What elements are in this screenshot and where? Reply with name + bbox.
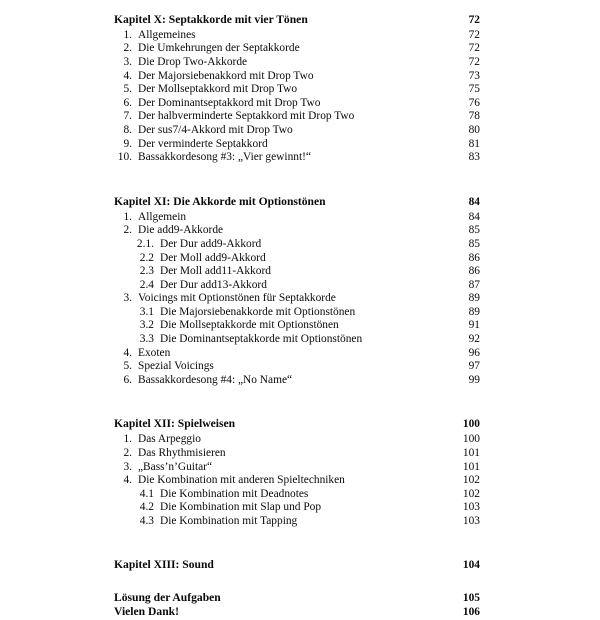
toc-entry[interactable]	[114, 97, 480, 111]
entry-page: 104	[462, 559, 480, 572]
entry-label: Die Kombination mit Deadnotes	[160, 487, 309, 500]
entry-label: Der Mollseptakkord mit Drop Two	[138, 83, 298, 96]
entry-label: Der Dominantseptakkord mit Drop Two	[138, 96, 321, 109]
entry-number: 7.	[123, 110, 132, 123]
entry-label: Der Dur add9-Akkord	[160, 237, 262, 250]
entry-label: Die Drop Two-Akkorde	[138, 56, 248, 69]
entry-number: 4.1	[139, 487, 154, 500]
entry-page: 105	[462, 591, 480, 604]
entry-label: Die Kombination mit anderen Spieltechniken	[138, 474, 345, 487]
entry-page: 80	[468, 124, 480, 137]
entry-label: Die Dominantseptakkorde mit Optionstönen	[160, 333, 363, 346]
toc-entry[interactable]	[114, 252, 480, 266]
toc-entry[interactable]	[114, 29, 480, 43]
toc-entry[interactable]	[114, 488, 480, 502]
toc-entry[interactable]	[114, 238, 480, 252]
entry-page: 86	[468, 265, 480, 278]
entry-label: Bassakkordesong #3: „Vier gewinnt!“	[138, 151, 311, 164]
toc-entry[interactable]	[114, 306, 480, 320]
entry-number: 6.	[123, 373, 132, 386]
entry-page: 86	[468, 251, 480, 264]
chapter-heading-page: 84	[468, 195, 480, 208]
entry-label: Der sus7/4-Akkord mit Drop Two	[138, 124, 293, 137]
entry-page: 89	[468, 305, 480, 318]
toc-entry-loesung-der-aufgaben[interactable]	[114, 591, 480, 605]
toc-entry[interactable]	[114, 265, 480, 279]
entry-label: Der Dur add13-Akkord	[160, 278, 267, 291]
toc-entry[interactable]	[114, 347, 480, 361]
table-of-contents	[114, 13, 480, 620]
entry-number: 2.2	[139, 251, 154, 264]
entry-label: Lösung der Aufgaben	[114, 590, 221, 604]
entry-number: 2.	[123, 224, 132, 237]
entry-page: 96	[468, 346, 480, 359]
entry-number: 3.	[123, 292, 132, 305]
entry-page: 101	[462, 446, 480, 459]
toc-entry[interactable]	[114, 374, 480, 388]
entry-label: Voicings mit Optionstönen für Septakkorde	[138, 292, 336, 305]
toc-entry[interactable]	[114, 70, 480, 84]
entry-page: 84	[468, 210, 480, 223]
entry-label: Die Mollseptakkorde mit Optionstönen	[160, 319, 339, 332]
entry-number: 5.	[123, 83, 132, 96]
entry-label: Die add9-Akkorde	[138, 224, 224, 237]
entry-page: 100	[462, 433, 480, 446]
toc-entry[interactable]	[114, 501, 480, 515]
entry-number: 6.	[123, 96, 132, 109]
entry-page: 78	[468, 110, 480, 123]
chapter-heading-row[interactable]	[114, 195, 480, 209]
entry-number: 3.2	[139, 319, 154, 332]
entry-label: Bassakkordesong #4: „No Name“	[138, 373, 293, 386]
entry-page: 103	[462, 501, 480, 514]
entry-page: 72	[468, 28, 480, 41]
entry-number: 5.	[123, 360, 132, 373]
toc-entry[interactable]	[114, 333, 480, 347]
chapter-heading-row[interactable]	[114, 417, 480, 431]
entry-number: 8.	[123, 124, 132, 137]
entry-page: 91	[468, 319, 480, 332]
entry-number: 2.	[123, 42, 132, 55]
entry-label: Spezial Voicings	[138, 360, 214, 373]
entry-page: 81	[468, 137, 480, 150]
toc-entry[interactable]	[114, 292, 480, 306]
entry-number: 4.	[123, 474, 132, 487]
chapter-heading-page: 100	[462, 418, 480, 431]
entry-label: Exoten	[138, 346, 171, 359]
entry-page: 101	[462, 460, 480, 473]
entry-label: Der Moll add11-Akkord	[160, 265, 271, 278]
entry-page: 89	[468, 292, 480, 305]
entry-label: Kapitel XIII: Sound	[114, 558, 214, 572]
toc-entry[interactable]	[114, 56, 480, 70]
toc-entry[interactable]	[114, 360, 480, 374]
entry-label: Die Kombination mit Slap und Pop	[160, 501, 322, 514]
entry-page: 85	[468, 224, 480, 237]
entry-page: 92	[468, 333, 480, 346]
entry-label: Der Majorsiebenakkord mit Drop Two	[138, 69, 314, 82]
entry-number: 2.3	[139, 265, 154, 278]
chapter-block-kapitel-xi	[114, 195, 480, 388]
chapter-heading-label: Kapitel XI: Die Akkorde mit Optionstönen	[114, 194, 326, 208]
entry-number: 2.1.	[136, 237, 154, 250]
entry-page: 106	[462, 606, 480, 619]
entry-number: 4.	[123, 346, 132, 359]
entry-label: Das Arpeggio	[138, 433, 201, 446]
toc-entry[interactable]	[114, 83, 480, 97]
toc-entry[interactable]	[114, 151, 480, 165]
toc-entry[interactable]	[114, 110, 480, 124]
toc-entry[interactable]	[114, 447, 480, 461]
toc-entry[interactable]	[114, 433, 480, 447]
entry-number: 10.	[117, 151, 132, 164]
entry-number: 3.	[123, 460, 132, 473]
toc-entry[interactable]	[114, 474, 480, 488]
entry-number: 9.	[123, 137, 132, 150]
entry-page: 72	[468, 42, 480, 55]
entry-number: 4.	[123, 69, 132, 82]
entry-page: 72	[468, 56, 480, 69]
entry-number: 3.	[123, 56, 132, 69]
toc-entry[interactable]	[114, 224, 480, 238]
toc-entry[interactable]	[114, 211, 480, 225]
chapter-heading-label: Kapitel XII: Spielweisen	[114, 417, 236, 431]
entry-number: 1.	[123, 433, 132, 446]
entry-label: Die Umkehrungen der Septakkorde	[138, 42, 300, 55]
toc-entry-vielen-dank[interactable]	[114, 605, 480, 619]
toc-entry-kapitel-xiii[interactable]	[114, 558, 480, 572]
chapter-heading-row[interactable]	[114, 13, 480, 27]
entry-label: Die Kombination mit Tapping	[160, 514, 298, 527]
entry-number: 1.	[123, 210, 132, 223]
entry-number: 3.3	[139, 333, 154, 346]
entry-page: 73	[468, 69, 480, 82]
entry-page: 99	[468, 373, 480, 386]
entry-number: 4.3	[139, 514, 154, 527]
entry-label: Allgemeines	[138, 28, 196, 41]
toc-entry[interactable]	[114, 138, 480, 152]
entry-number: 2.4	[139, 278, 154, 291]
toc-entry[interactable]	[114, 279, 480, 293]
entry-page: 102	[462, 474, 480, 487]
entry-number: 4.2	[139, 501, 154, 514]
toc-entry[interactable]	[114, 461, 480, 475]
entry-page: 83	[468, 151, 480, 164]
entry-label: Der halbverminderte Septakkord mit Drop Two	[138, 110, 355, 123]
toc-entry[interactable]	[114, 124, 480, 138]
entry-page: 87	[468, 278, 480, 291]
entry-page: 103	[462, 514, 480, 527]
chapter-heading-page: 72	[468, 14, 480, 26]
entry-label: Allgemein	[138, 210, 187, 223]
entry-page: 85	[468, 237, 480, 250]
section-spacer	[114, 573, 480, 591]
chapter-block-kapitel-xii	[114, 417, 480, 528]
entry-label: „Bass’n’Guitar“	[138, 460, 213, 473]
entry-label: Vielen Dank!	[114, 605, 179, 619]
toc-entry[interactable]	[114, 319, 480, 333]
entry-page: 75	[468, 83, 480, 96]
toc-entry[interactable]	[114, 42, 480, 56]
entry-page: 76	[468, 96, 480, 109]
entry-label: Die Majorsiebenakkorde mit Optionstönen	[160, 305, 356, 318]
entry-page: 97	[468, 360, 480, 373]
entry-label: Der verminderte Septakkord	[138, 137, 268, 150]
entry-page: 102	[462, 487, 480, 500]
entry-label: Der Moll add9-Akkord	[160, 251, 266, 264]
chapter-heading-label: Kapitel X: Septakkorde mit vier Tönen	[114, 13, 308, 26]
entry-number: 2.	[123, 446, 132, 459]
section-spacer	[114, 528, 480, 558]
chapter-block-kapitel-x	[114, 13, 480, 165]
toc-entry[interactable]	[114, 515, 480, 529]
entry-number: 1.	[123, 28, 132, 41]
entry-number: 3.1	[139, 305, 154, 318]
entry-label: Das Rhythmisieren	[138, 446, 226, 459]
